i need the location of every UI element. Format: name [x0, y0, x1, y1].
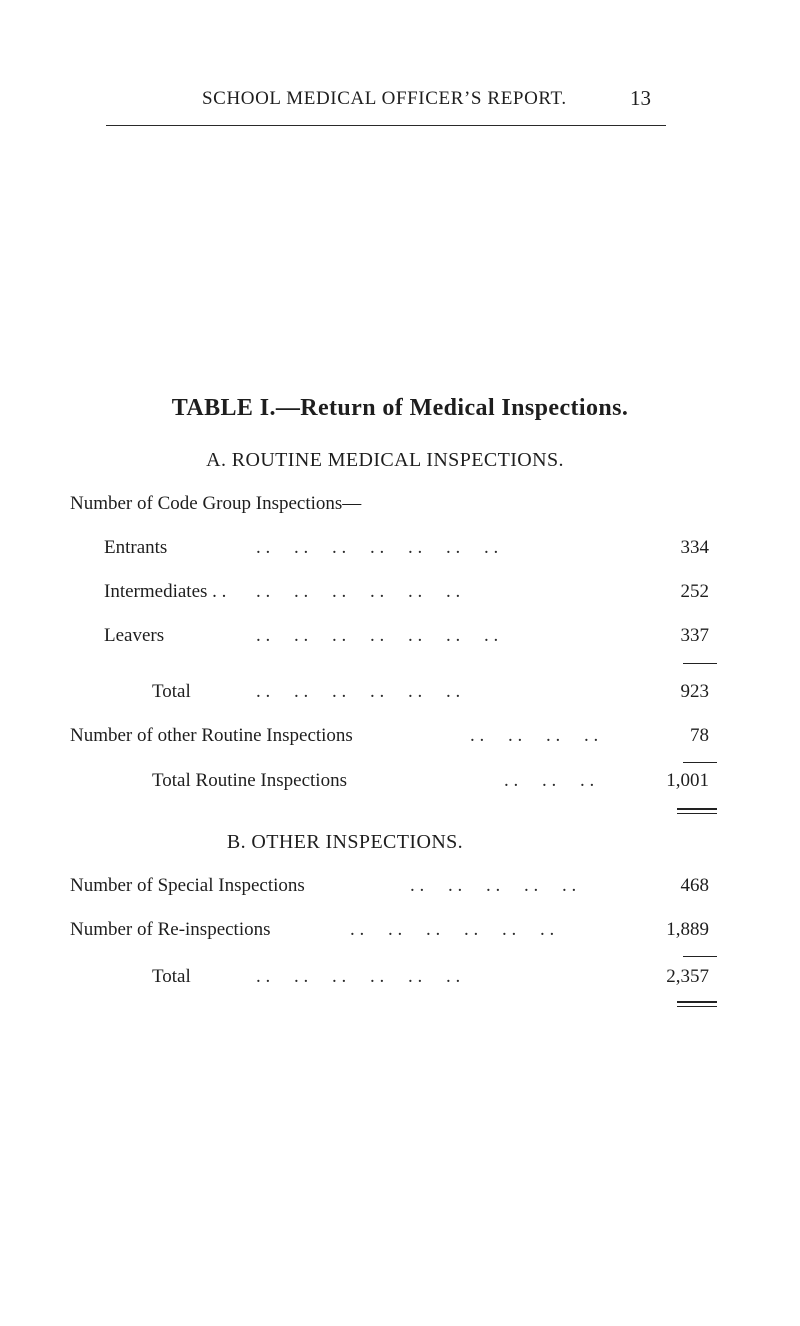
row-label: Number of Re-inspections	[70, 919, 271, 940]
row-label: Number of Special Inspections	[70, 875, 305, 896]
row-value: 252	[680, 581, 709, 602]
code-group-intro-label: Number of Code Group Inspections—	[70, 493, 362, 514]
row-label: Intermediates . .	[104, 581, 227, 602]
leader-dots: . . . . . .	[504, 770, 595, 791]
header-rule	[106, 125, 666, 126]
leader-dots: . . . . . . . . . .	[410, 875, 577, 896]
leader-dots: . . . . . . . .	[470, 725, 599, 746]
sum-rule	[683, 956, 717, 957]
row-label: Entrants	[104, 537, 168, 558]
grand-total-value: 1,001	[666, 770, 709, 791]
table-row	[104, 625, 709, 651]
total-label: Total	[152, 966, 191, 987]
row-label: Leavers	[104, 625, 165, 646]
table-row	[70, 725, 709, 751]
page-number: 13	[630, 86, 651, 110]
code-group-intro	[70, 493, 470, 519]
row-label: Number of other Routine Inspections	[70, 725, 353, 746]
table-row	[70, 875, 709, 901]
total-row	[152, 966, 709, 992]
table-row	[70, 919, 709, 945]
row-value: 468	[680, 875, 709, 896]
grand-total-label: Total Routine Inspections	[152, 770, 347, 791]
leader-dots: . . . . . . . . . . . .	[256, 581, 461, 602]
table-row	[104, 581, 709, 607]
row-value: 78	[690, 725, 709, 746]
section-a-title: A. ROUTINE MEDICAL INSPECTIONS.	[206, 449, 564, 471]
running-head: SCHOOL MEDICAL OFFICER’S REPORT.	[202, 88, 567, 109]
total-value: 2,357	[666, 966, 709, 987]
leader-dots: . . . . . . . . . . . . . .	[256, 537, 499, 558]
grand-total-row	[152, 770, 709, 796]
total-value: 923	[680, 681, 709, 702]
leader-dots: . . . . . . . . . . . .	[350, 919, 555, 940]
leader-dots: . . . . . . . . . . . . . .	[256, 625, 499, 646]
row-value: 334	[680, 537, 709, 558]
double-rule	[677, 1001, 717, 1007]
leader-dots: . . . . . . . . . . . .	[256, 966, 461, 987]
section-b-title: B. OTHER INSPECTIONS.	[226, 831, 464, 853]
table-row	[104, 537, 709, 563]
double-rule	[677, 808, 717, 814]
row-value: 337	[680, 625, 709, 646]
total-label: Total	[152, 681, 191, 702]
table-title: TABLE I.—Return of Medical Inspections.	[171, 395, 629, 421]
leader-dots: . . . . . . . . . . . .	[256, 681, 461, 702]
total-row	[152, 681, 709, 707]
row-value: 1,889	[666, 919, 709, 940]
sum-rule	[683, 762, 717, 763]
sum-rule	[683, 663, 717, 664]
